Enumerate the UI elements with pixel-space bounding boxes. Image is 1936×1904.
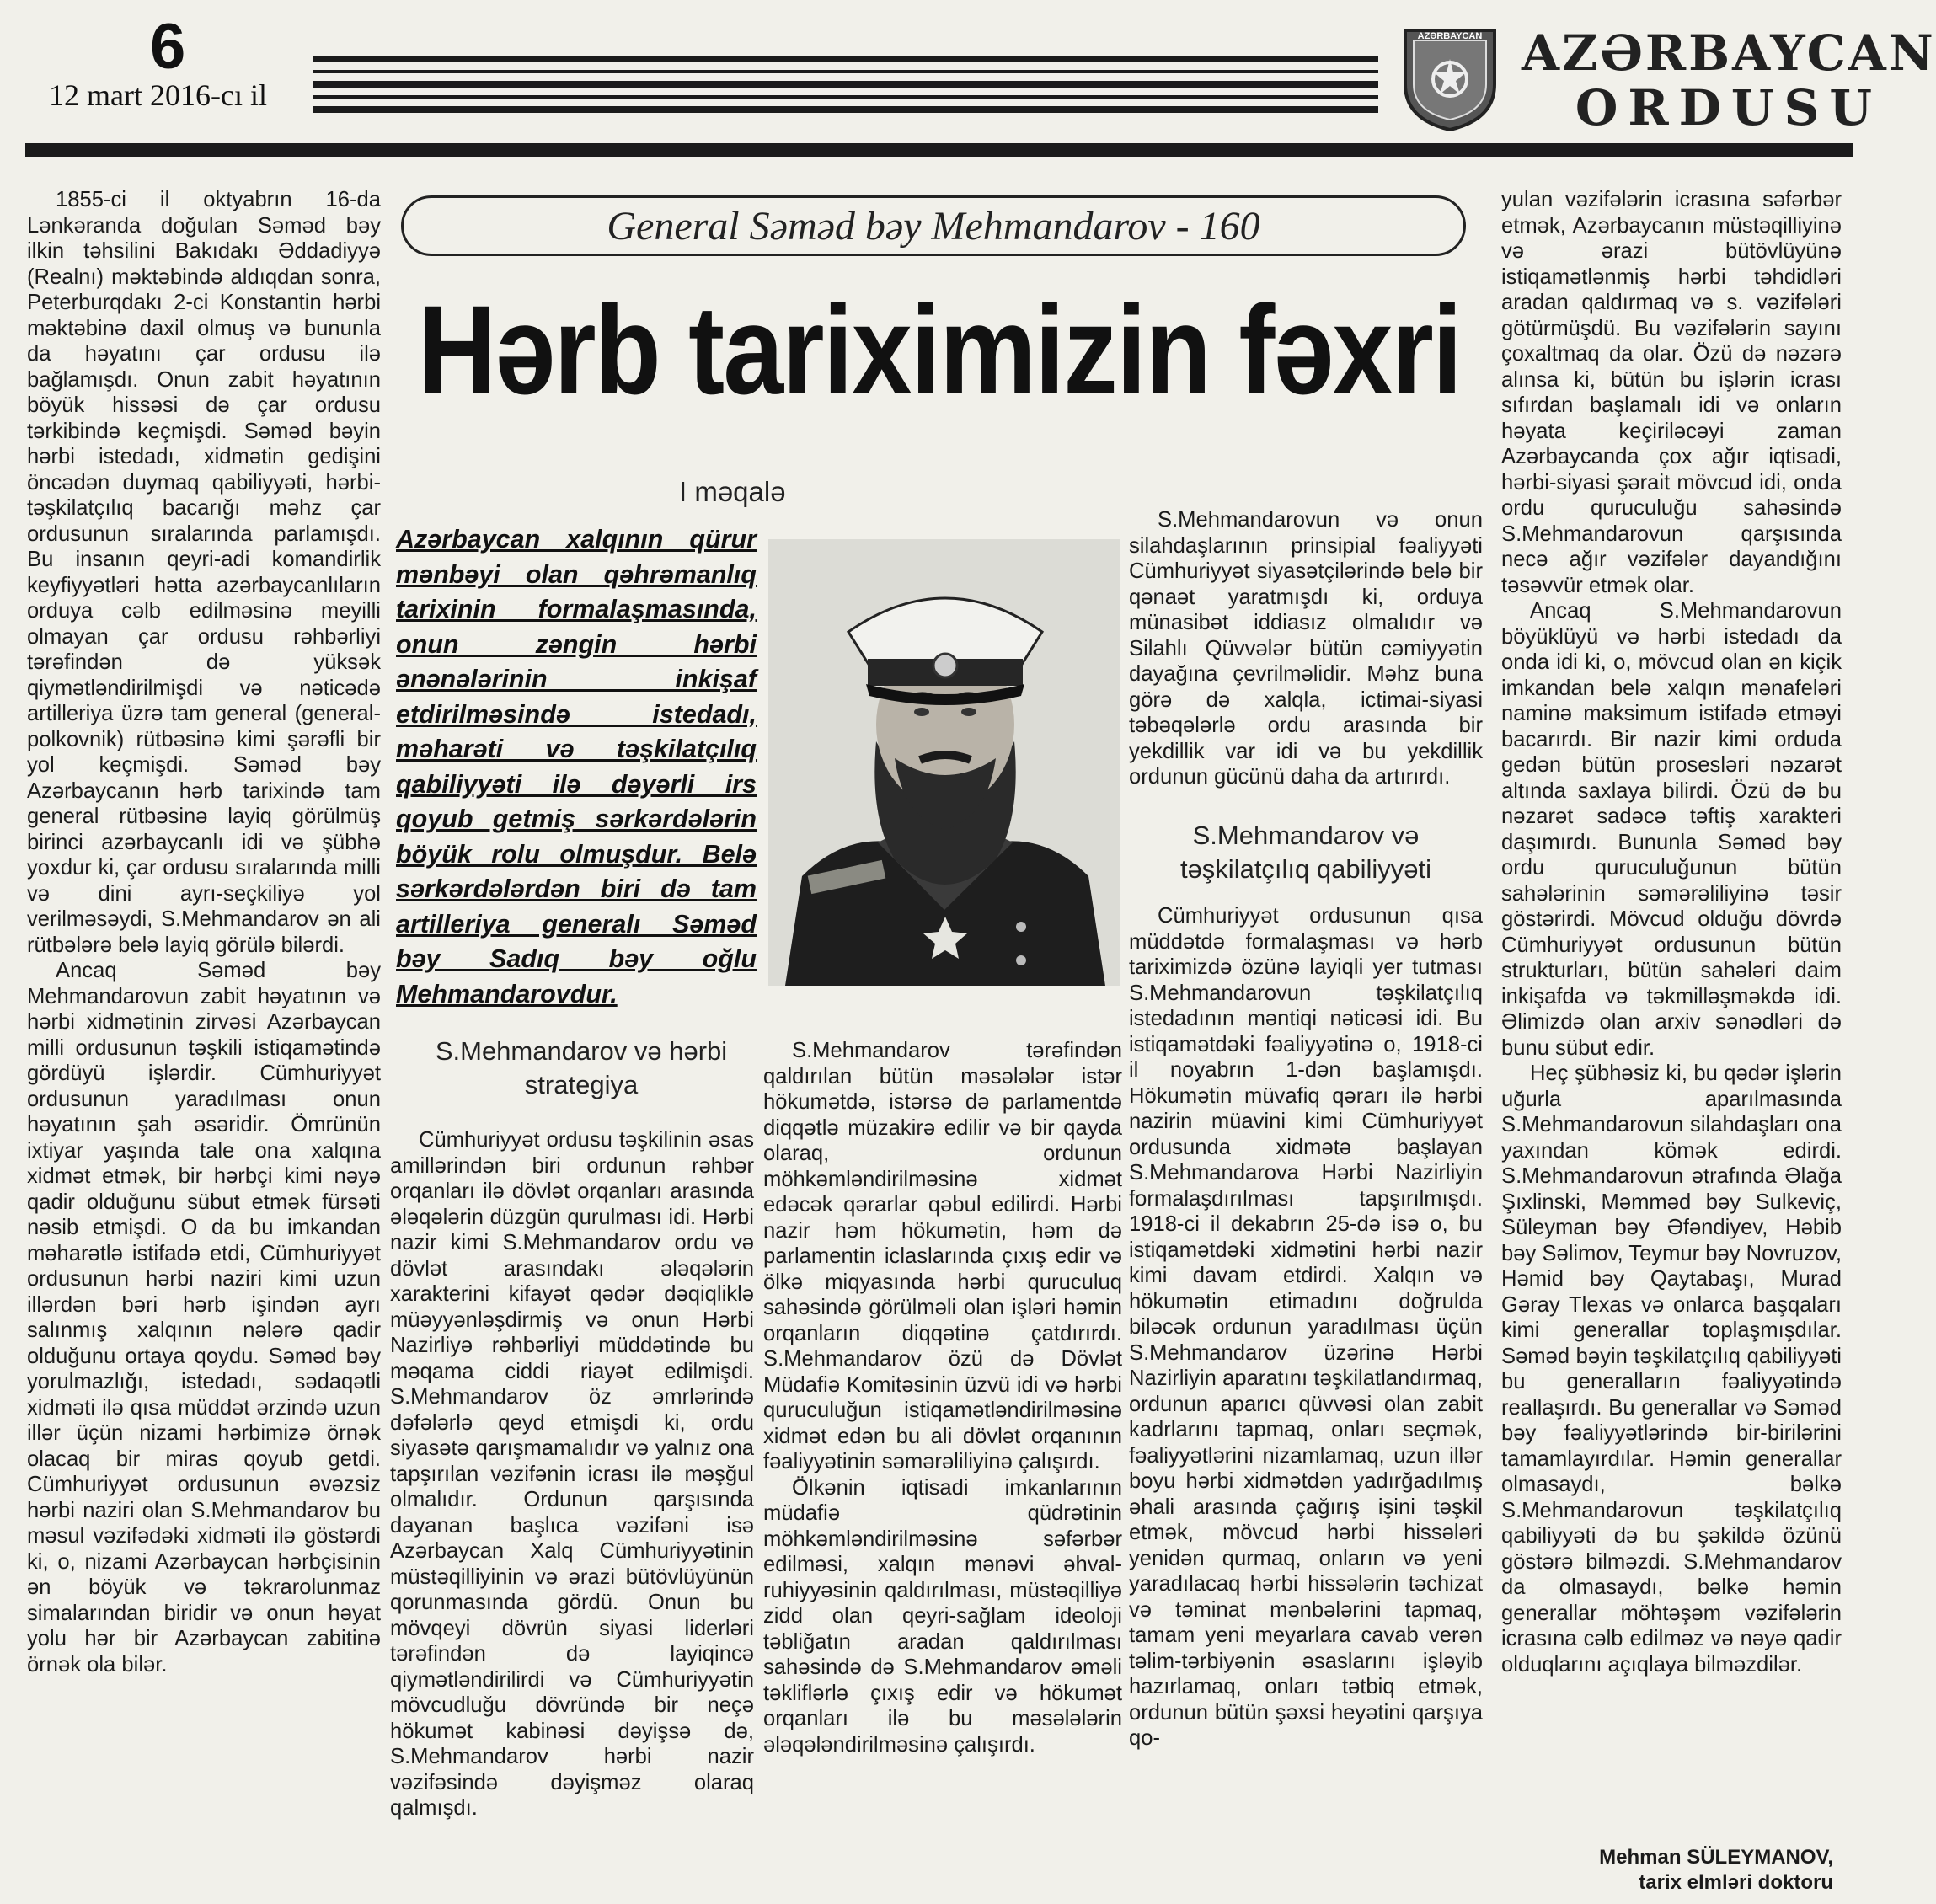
- column-4-bottom: [1129, 903, 1483, 1752]
- paragraph: Heç şübhəsiz ki, bu qədər işlərin uğurla aparılmasında S.Mehmandarovun silahdaşları ona yaxından kömək edirdi. S.Mehmandarovun ətrafında Əlağa Şıxlinski, Məmməd bəy Sulkeviç, Süleyman bəy Əfəndiyev, Həbib bəy Səlimov, Teymur bəy Novruzov, Həmid bəy Qaytabaşı, Murad Gəray Tlexas və onlarca başqaları kimi generallar toplaşmışdılar. Səməd bəyin təşkilatçılıq qabiliyyəti bu generalların fəaliyyətində reallaşırdı. Bu generallar və Səməd bəy fəaliyyətlərində bir-birilərini tamamlayırdılar. Həmin generallar olmasaydı, bəlkə S.Mehmandarovun təşkilatçılıq qabiliyyəti də bu şəkildə özünü göstərə bilməzdi. S.Mehmandarov da olmasaydı, bəlkə həmin generallar möhtəşəm vəzifələrin icrasına cəlb edilməz və nəyə qadir olduqlarını açıqlaya bilməzdilər.: [1501, 1062, 1842, 1677]
- lead-paragraph: Azərbaycan xalqının qürur mənbəyi olan qəhrəmanlıq tarixinin formalaşmasında, onun zəngin hərbi ənənələrinin inkişaf etdirilməsində istedadı, məharəti və təşkilatçılıq qabiliyyəti ilə dəyərli irs qoyub getmiş sərkərdələrin böyük rolu olmuşdur. Belə sərkərdələrdən biri də tam artilleriya generalı Səməd bəy Sadıq bəy oğlu Mehmandarovdur.: [396, 525, 757, 1008]
- issue-date: 12 mart 2016-cı il: [49, 78, 267, 112]
- column-4-top: [1129, 507, 1483, 790]
- column-3: [763, 1038, 1122, 1757]
- newspaper-name-line1: AZƏRBAYCAN: [1522, 24, 1936, 82]
- paragraph: Ölkənin iqtisadi imkanlarının müdafiə qüdrətinin möhkəmləndirilməsinə səfərbər edilməsi, xalqın mənəvi əhval-ruhiyyəsinin qaldırılması, müstəqilliyə zidd olan qeyri-sağlam ideoloji təbliğatın aradan qaldırılması sahəsində də S.Mehmandarov əməli təkliflərlə çıxış edir və hökumət orqanları ilə bu məsələlərin ələqələndirilməsinə çalışırdı.: [763, 1475, 1122, 1757]
- portrait-photo: [768, 539, 1120, 986]
- header-divider: [25, 143, 1853, 157]
- column-5: [1501, 187, 1842, 1677]
- paragraph: Ancaq S.Mehmandarovun böyüklüyü və hərbi istedadı da onda idi ki, o, mövcud olan ən kiçik imkandan belə xalqın mənafeləri naminə maksimum istifadə etməyi bacarırdı. Bir nazir kimi orduda gedən bütün prosesləri nəzarət altında saxlaya bilirdi. Özü də bu nəzarət sadəcə təftiş xarakteri daşımırdı. Bununla Səməd bəy ordu quruculuğunun bütün sahələrinin səmərəliliyinə təsir göstərirdi. Mövcud olduğu dövrdə Cümhuriyyət ordusunun bütün strukturları, bütün sahələri daim inkişafda və təkmilləşməkdə idi. Əlimizdə olan arxiv sənədləri də bunu sübut edir.: [1501, 599, 1842, 1060]
- part-label: I məqalə: [679, 476, 786, 507]
- column-1: [27, 187, 381, 1677]
- paragraph: 1855-ci il oktyabrın 16-da Lənkəranda doğulan Səməd bəy ilkin təhsilini Bakıdakı Əddadiyyə (Realnı) məktəbində aldıqdan sonra, Peterburqdakı 2-ci Konstantin hərbi məktəbinə daxil olmuş və bununla da həyatını çar ordusu ilə bağlamışdı. Onun zabit həyatının böyük hissəsi də çar ordusu tərkibində keçmişdi. Səməd bəyin hərbi istedadı, xidmətin gedişini öncədən duymaq qabiliyyəti, hərbi-təşkilatçılıq bacarığı məhz çar ordusunun sıralarında parlamışdı. Bu insanın qeyri-adi komandirlik keyfiyyətləri hətta azərbaycanlıların orduya cəlb edilməsinə meyilli olmayan çar ordusu rəhbərliyi tərəfindən də yüksək qiymətləndirilmişdi və nəticədə artilleriya üzrə tam general (general-polkovnik) rütbəsinə kimi şərəfli bir yol keçmişdi. Səməd bəy Azərbaycanın hərb tarixində tam general rütbəsinə layiq görülmüş birinci azərbaycanlı idi və şübhə yoxdur ki, çar ordusu sıralarında milli və dini ayrı-seçkiliyə yol verilməsəydi, S.Mehmandarov ən ali rütbələrə belə layiq görülə bilərdi.: [27, 188, 381, 957]
- paragraph: Cümhuriyyət ordusunun qısa müddətdə formalaşması və hərb tariximizdə özünə layiqli yer tutması S.Mehmandarovun təşkilatçılıq istedadının məntiqi nəticəsi idi. Bu istiqamətdəki fəaliyyətinə o, 1918-ci il noyabrın 1-dən başlamışdı. Hökumətin müvafiq qərarı ilə hərbi nazirin müavini kimi Cümhuriyyət ordusunda xidmətə başlayan S.Mehmandarova Hərbi Nazirliyin formalaşdırılması tapşırılmışdı. 1918-ci il dekabrın 25-də isə o, bu istiqamətdəki xidmətini hərbi nazir kimi davam etdirdi. Xalqın və hökumətin etimadını doğrulda biləcək ordunun yaradılması üçün S.Mehmandarov üzərinə Hərbi Nazirliyin aparatını təşkilatlandırmaq, ordunun aparıcı qüvvəsi olan zabit kadrlarını tapmaq, onları seçmək, fəaliyyətlərini nizamlamaq, uzun illər boyu hərbi xidmətdən yadırğadılmış əhali arasında çağırış işini təşkil etmək, mövcud hərbi hissələri yenidən qurmaq, onların və yeni yaradılacaq hərbi hissələrin təchizat və təminat mənbələrini tapmaq, tamam yeni meyarlara cavab verən təlim-tərbiyənin əsaslarını işləyib hazırlamaq, onları tətbiq etmək, ordunun bütün şəxsi heyətini qarşıya qo-: [1129, 904, 1483, 1750]
- author-signature: [1542, 1845, 1833, 1896]
- series-title: General Səməd bəy Mehmandarov - 160: [401, 195, 1466, 256]
- paragraph: Cümhuriyyət ordusu təşkilinin əsas amillərindən biri ordunun rəhbər orqanları ilə dövlət orqanları arasında ələqələrin düzgün qurulması idi. Hərbi nazir kimi S.Mehmandarov ordu və dövlət arasındakı ələqələrin xarakterini kifayət qədər dəqiqliklə müəyyənləşdirmiş və onun Hərbi Nazirliyə rəhbərliyi müddətində bu məqama ciddi riayət edilmişdi. S.Mehmandarov öz əmrlərində dəfələrlə qeyd etmişdi ki, ordu siyasətə qarışmamalıdır və yalnız ona tapşırılan vəzifənin icrası ilə məşğul olmalıdır. Ordunun qarşısında dayanan başlıca vəzifəni isə Azərbaycan Xalq Cümhuriyyətinin müstəqilliyinin və ərazi bütövlüyünün qorunmasında gördü. Onun bu mövqeyi dövrün siyasi liderləri tərəfindən də layiqincə qiymətləndirilirdi və Cümhuriyyətin mövcudluğu dövründə bir neçə hökumət kabinəsi dəyişsə də, S.Mehmandarov hərbi nazir vəzifəsində dəyişməz olaraq qalmışdı.: [390, 1128, 754, 1820]
- headline: Hərb tariximizin fəxri: [418, 279, 1462, 420]
- army-emblem-icon: [1400, 25, 1500, 133]
- author-name: Mehman SÜLEYMANOV,: [1599, 1846, 1833, 1869]
- paragraph: yulan vəzifələrin icrasına səfərbər etmək, Azərbaycanın müstəqilliyinə və ərazi bütövlüyünə istiqamətlənmiş hərbi təhdidləri aradan qaldırmaq və s. vəzifələri götürmüşdü. Bu vəzifələrin sayını çoxaltmaq da olar. Özü də nəzərə alınsa ki, bütün bu işlərin icrası sıfırdan başlamalı idi və onların həyata keçiriləcəyi zaman Azərbaycanda çox ağır iqtisadi, hərbi-siyasi şərait mövcud idi, onda ordu quruculuğu sahəsində S.Mehmandarovun qarşısında necə ağır vəzifələr dayandığını təsəvvür etmək olar.: [1501, 188, 1842, 597]
- header-rules: [313, 56, 1378, 120]
- newspaper-name: [1522, 25, 1936, 135]
- paragraph: S.Mehmandarovun və onun silahdaşlarının prinsipial fəaliyyəti Cümhuriyyət siyasətçilərində belə bir qənaət yaratmışdı ki, orduya münasibət iddiasız olmalıdır və Silahlı Qüvvələr bütün cəmiyyətin dayağına çevrilməlidir. Məhz buna görə də xalqla, ictimai-siyasi təbəqələrlə ordu arasında bir yekdillik var idi və bu yekdillik ordunun gücünü daha da artırırdı.: [1129, 508, 1483, 789]
- subheading-strategy: S.Mehmandarov və hərbi strategiya: [435, 1036, 728, 1099]
- author-title: tarix elmləri doktoru: [1639, 1871, 1833, 1894]
- page-number: 6: [150, 11, 186, 83]
- column-2: [390, 1127, 754, 1821]
- paragraph: Ancaq Səməd bəy Mehmandarovun zabit həyatının və hərbi xidmətinin zirvəsi Azərbaycan milli ordusunun təşkili istiqamətində gördüyü işlərdir. Cümhuriyyət ordusunun yaradılması onun həyatının şah əsəridir. Ömrünün ixtiyar yaşında tale ona xalqına xidmət etmək, bir hərbçi kimi nəyə qadir olduğunu sübut etmək fürsəti nəsib etmişdi. O da bu imkandan məharətlə istifadə etdi, Cümhuriyyət ordusunun hərbi naziri kimi uzun illərdən bəri hərb işindən ayrı salınmış xalqının nələrə qadir olduğunu ortaya qoydu. Səməd bəy yorulmazlığı, istedadı, sədaqətli xidməti ilə qısa müddət ərzində uzun illər üçün nizami hərbimizə örnək olacaq bir miras qoyub getdi. Cümhuriyyət ordusunun əvəzsiz hərbi naziri olan S.Mehmandarov bu məsul vəzifədəki xidməti ilə göstərdi ki, o, nizami Azərbaycan hərbçisinin ən böyük və təkrarolunmaz simalarından biridir və onun həyat yolu hər bir Azərbaycan zabitinə örnək ola bilər.: [27, 959, 381, 1677]
- emblem-text: AZƏRBAYCAN: [1417, 31, 1483, 41]
- newspaper-name-line2: ORDUSU: [1575, 79, 1882, 136]
- subheading-organization: S.Mehmandarov və təşkilatçılıq qabiliyyəti: [1179, 821, 1432, 884]
- paragraph: S.Mehmandarov tərəfindən qaldırılan bütün məsələlər istər hökumətdə, istərsə də parlamentdə diqqətlə müzakirə edilir və bir qayda olaraq, ordunun möhkəmləndirilməsinə xidmət edəcək qərarlar qəbul edilirdi. Hərbi nazir həm hökumətin, həm də parlamentin iclaslarında çıxış edir və ölkə miqyasında hərbi quruculuq sahəsində görülməli olan işləri həmin orqanların diqqətinə çatdırırdı. S.Mehmandarov özü də Dövlət Müdafiə Komitəsinin üzvü idi və hərbi quruculuğun istiqamətləndirilməsinə xidmət edən bu ali dövlət orqanının fəaliyyətinin səmərəliliyinə çalışırdı.: [763, 1039, 1122, 1473]
